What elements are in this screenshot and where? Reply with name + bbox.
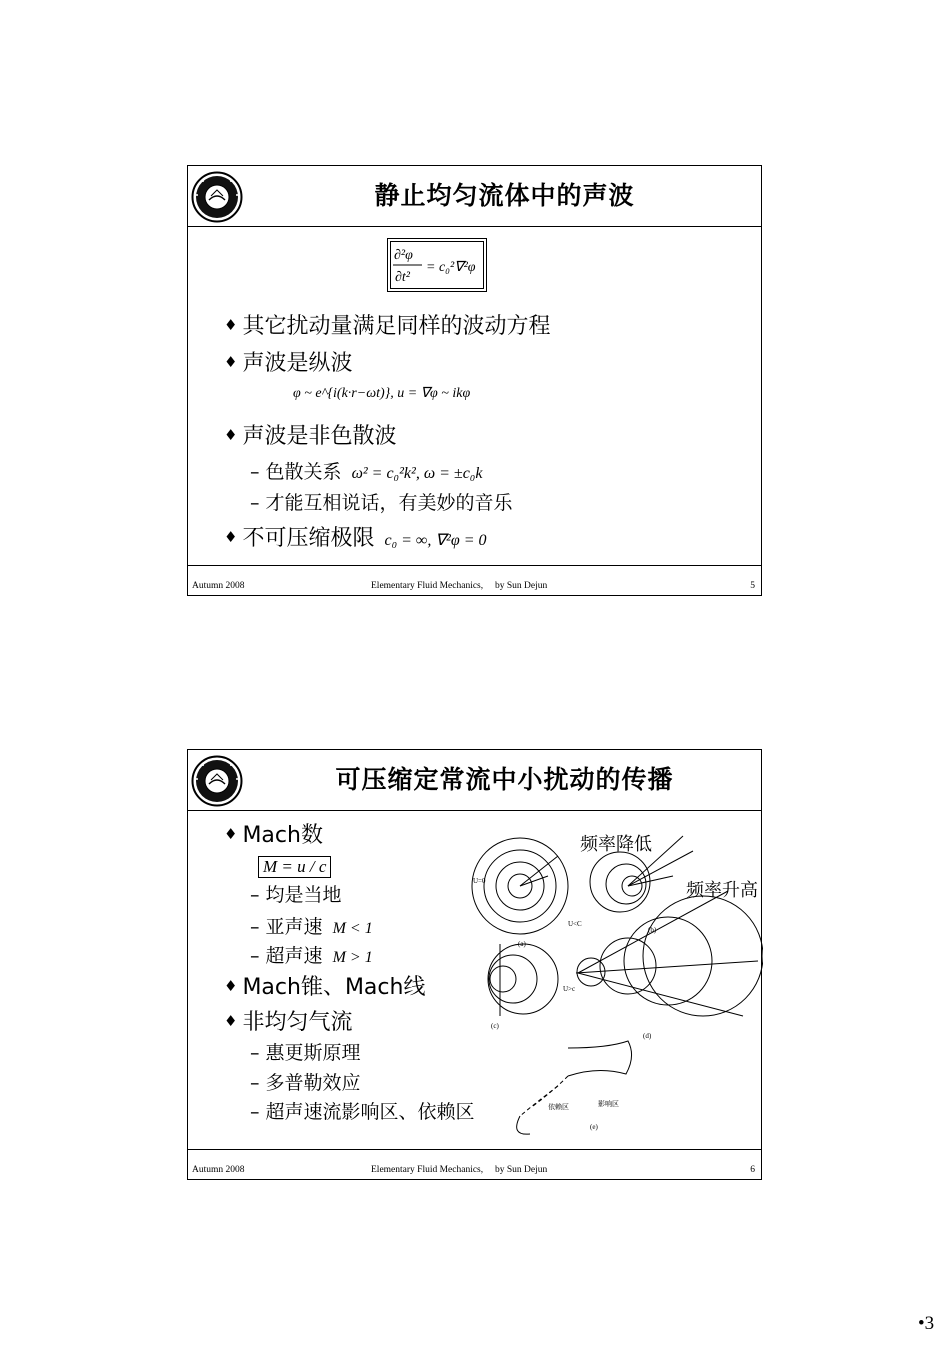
svg-text:(b): (b) [648, 926, 657, 934]
svg-text:影响区: 影响区 [598, 1100, 619, 1108]
sub-influence-zone: – 超声速流影响区、依赖区 [250, 1101, 475, 1123]
slide-footer [188, 1149, 761, 1179]
footer-slide-number: 6 [750, 1165, 755, 1175]
slide-header [188, 166, 761, 227]
bullet-other-quantities: ♦ 其它扰动量满足同样的波动方程 [224, 314, 551, 339]
svg-text:(e): (e) [590, 1123, 598, 1131]
sub-dispersion-relation: – 色散关系 ω² = c₀²k², ω = ±c₀k [250, 461, 483, 483]
label-frequency-higher: 频率升高 [686, 880, 758, 901]
label-frequency-lower: 频率降低 [580, 834, 652, 855]
svg-text:U=0: U=0 [473, 877, 486, 885]
diamond-bullet-icon: ♦ [224, 977, 238, 995]
slide-title: 可压缩定常流中小扰动的传播 [335, 765, 674, 794]
bullet-incompressible: ♦ 不可压缩极限 c₀ = ∞, ∇²φ = 0 [224, 526, 487, 551]
slide-1 [187, 165, 762, 596]
mach-wave-figure [458, 816, 763, 1141]
bullet-longitudinal: ♦ 声波是纵波 [224, 351, 353, 376]
diamond-bullet-icon: ♦ [224, 353, 238, 371]
bullet-non-dispersive: ♦ 声波是非色散波 [224, 424, 397, 449]
wave-equation-box [387, 238, 487, 292]
footer-date: Autumn 2008 [192, 581, 245, 591]
diamond-bullet-icon: ♦ [224, 528, 238, 546]
svg-text:依赖区: 依赖区 [548, 1103, 569, 1111]
footer-date: Autumn 2008 [192, 1165, 245, 1175]
svg-text:∂²φ: ∂²φ [394, 248, 413, 263]
sub-subsonic: – 亚声速 M < 1 [250, 916, 373, 938]
slide-header [188, 750, 761, 811]
svg-text:(c): (c) [491, 1022, 499, 1030]
diamond-bullet-icon: ♦ [224, 825, 238, 843]
sub-music: – 才能互相说话，有美妙的音乐 [250, 492, 513, 514]
svg-text:U>c: U>c [563, 985, 576, 993]
svg-text:(d): (d) [643, 1032, 652, 1040]
longitudinal-formula: φ ~ e^{i(k·r−ωt)}, u = ∇φ ~ ikφ [293, 386, 471, 401]
diamond-bullet-icon: ♦ [224, 1012, 238, 1030]
slide-2 [187, 749, 762, 1180]
sub-huygens: – 惠更斯原理 [250, 1042, 361, 1064]
sub-supersonic: – 超声速 M > 1 [250, 945, 373, 967]
bullet-mach-number: ♦ Mach数 [224, 823, 323, 848]
wave-equation [388, 239, 488, 293]
university-seal-icon [191, 171, 243, 223]
footer-course: Elementary Fluid Mechanics, by Sun Dejun [371, 1165, 548, 1175]
svg-text:∂t²: ∂t² [395, 270, 411, 285]
slide-title: 静止均匀流体中的声波 [374, 181, 635, 210]
university-seal-icon [191, 755, 243, 807]
slide-footer [188, 565, 761, 595]
bullet-mach-cone: ♦ Mach锥、Mach线 [224, 975, 426, 1000]
svg-text:(a): (a) [518, 940, 526, 948]
footer-course: Elementary Fluid Mechanics, by Sun Dejun [371, 581, 548, 591]
svg-text:U<C: U<C [568, 920, 582, 928]
mach-definition-box: M = u / c [258, 856, 331, 878]
bullet-nonuniform-flow: ♦ 非均匀气流 [224, 1010, 353, 1035]
footer-slide-number: 5 [750, 581, 755, 591]
diamond-bullet-icon: ♦ [224, 316, 238, 334]
page-number: •3 [918, 1313, 935, 1334]
sub-doppler: – 多普勒效应 [250, 1072, 361, 1094]
diamond-bullet-icon: ♦ [224, 426, 238, 444]
sub-local: – 均是当地 [250, 884, 342, 906]
svg-text:= c₀²∇²φ: = c₀²∇²φ [426, 260, 476, 275]
